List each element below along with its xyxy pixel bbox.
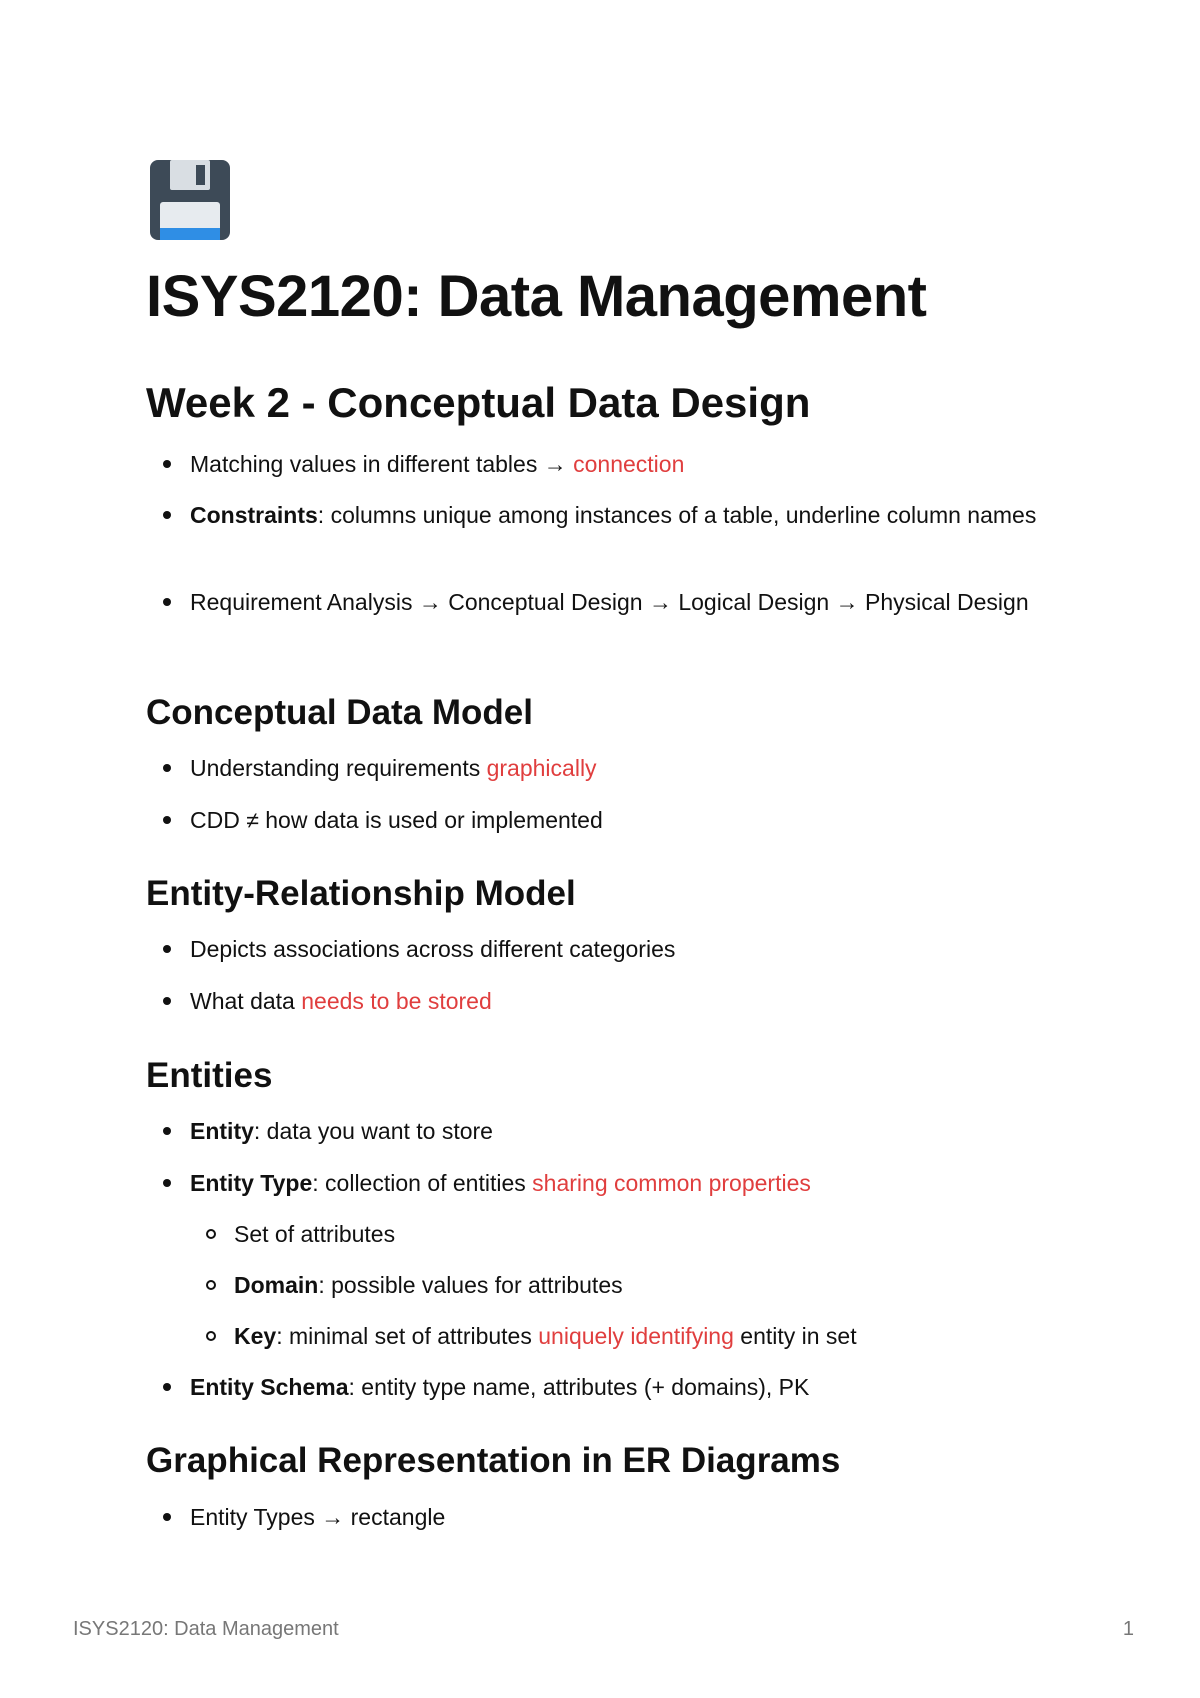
bullet-icon [163, 460, 171, 468]
footer-title: ISYS2120: Data Management [73, 1618, 339, 1640]
list-item-text: : possible values for attributes [318, 1272, 623, 1298]
highlight-text: needs to be stored [301, 988, 492, 1014]
sub-list-item [234, 1216, 1034, 1252]
section-heading-graphical: Graphical Representation in ER Diagrams [146, 1441, 841, 1480]
bullet-icon [163, 1127, 171, 1135]
bullet-icon [163, 997, 171, 1005]
highlight-text: sharing common properties [532, 1170, 811, 1196]
list-item [190, 446, 1040, 482]
list-item-text: Matching values in different tables → [190, 451, 574, 477]
bullet-ring-icon [206, 1280, 216, 1290]
bullet-icon [163, 945, 171, 953]
term-label: Entity Type [190, 1170, 313, 1196]
highlight-text: uniquely identifying [538, 1323, 734, 1349]
document-title: ISYS2120: Data Management [146, 264, 927, 329]
list-item-text: Requirement Analysis → Conceptual Design → Logical Design → Physical Design [190, 589, 1029, 615]
bullet-ring-icon [206, 1229, 216, 1239]
list-item [190, 1165, 1040, 1201]
bullet-ring-icon [206, 1331, 216, 1341]
highlight-text: connection [573, 451, 685, 477]
list-item-text: : collection of entities [312, 1170, 533, 1196]
list-item-text: Understanding requirements [190, 755, 487, 781]
list-item-text: CDD ≠ how data is used or implemented [190, 807, 603, 833]
bullet-icon [163, 1383, 171, 1391]
term-label: Constraints [190, 502, 318, 528]
list-item-text: What data [190, 988, 302, 1014]
bullet-icon [163, 598, 171, 606]
list-item [190, 802, 1040, 838]
list-item [190, 1113, 1040, 1149]
bullet-icon [163, 1179, 171, 1187]
list-item-text-after: entity in set [733, 1323, 857, 1349]
term-label: Entity Schema [190, 1374, 349, 1400]
list-item-text: : minimal set of attributes [276, 1323, 539, 1349]
list-item-text: Entity Types → rectangle [190, 1504, 446, 1530]
list-item [190, 983, 1040, 1019]
list-item-text: Depicts associations across different categories [190, 936, 676, 962]
section-heading-cdm: Conceptual Data Model [146, 693, 533, 732]
bullet-icon [163, 764, 171, 772]
list-item-text: : data you want to store [253, 1118, 493, 1144]
floppy-disk-icon [148, 158, 232, 242]
bullet-icon [163, 816, 171, 824]
section-heading-entities: Entities [146, 1056, 273, 1095]
term-label: Domain [234, 1272, 319, 1298]
list-item [190, 931, 1040, 967]
bullet-icon [163, 511, 171, 519]
section-heading-week2: Week 2 - Conceptual Data Design [146, 379, 811, 426]
bullet-icon [163, 1513, 171, 1521]
highlight-text: graphically [486, 755, 597, 781]
section-heading-er: Entity-Relationship Model [146, 874, 576, 913]
list-item-text: Set of attributes [234, 1221, 396, 1247]
page-number: 1 [1122, 1618, 1134, 1640]
term-label: Key [234, 1323, 277, 1349]
list-item [190, 1369, 1040, 1405]
list-item [190, 497, 1040, 533]
list-item [190, 1499, 1040, 1535]
sub-list-item [234, 1318, 1034, 1354]
sub-list-item [234, 1267, 1034, 1303]
list-item-text: : entity type name, attributes (+ domains), PK [348, 1374, 810, 1400]
list-item [190, 584, 1040, 620]
term-label: Entity [190, 1118, 254, 1144]
list-item [190, 750, 1040, 786]
list-item-text: : columns unique among instances of a table, underline column names [317, 502, 1037, 528]
